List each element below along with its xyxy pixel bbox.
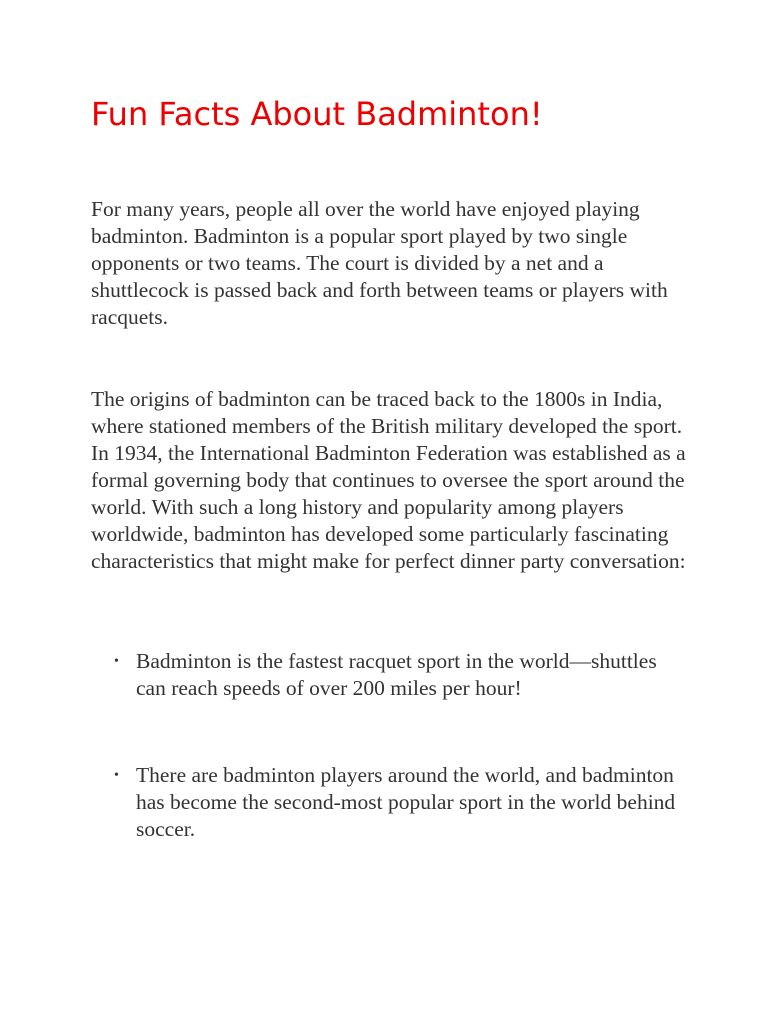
document-title: Fun Facts About Badminton!: [91, 95, 543, 133]
list-item-text: Badminton is the fastest racquet sport in the world—shuttles can reach speeds of over 200 miles per hour!: [136, 649, 657, 700]
list-item: [114, 762, 676, 843]
origins-paragraph: The origins of badminton can be traced back to the 1800s in India, where stationed members of the British military developed the sport. In 1934, the International Badminton Federation was established as a formal governing body that continues to oversee the sport around the world. With such a long history and popularity among players worldwide, badminton has developed some particularly fascinating characteristics that might make for perfect dinner party conversation:: [91, 387, 686, 573]
bullet-icon: •: [114, 768, 119, 783]
list-item: [114, 648, 676, 702]
bullet-icon: •: [114, 654, 119, 669]
intro-paragraph: For many years, people all over the world have enjoyed playing badminton. Badminton is a popular sport played by two single opponents or two teams. The court is divided by a net and a shuttlecock is passed back and forth between teams or players with racquets.: [91, 197, 668, 329]
list-item-text: There are badminton players around the world, and badminton has become the second-most popular sport in the world behind soccer.: [136, 763, 676, 841]
